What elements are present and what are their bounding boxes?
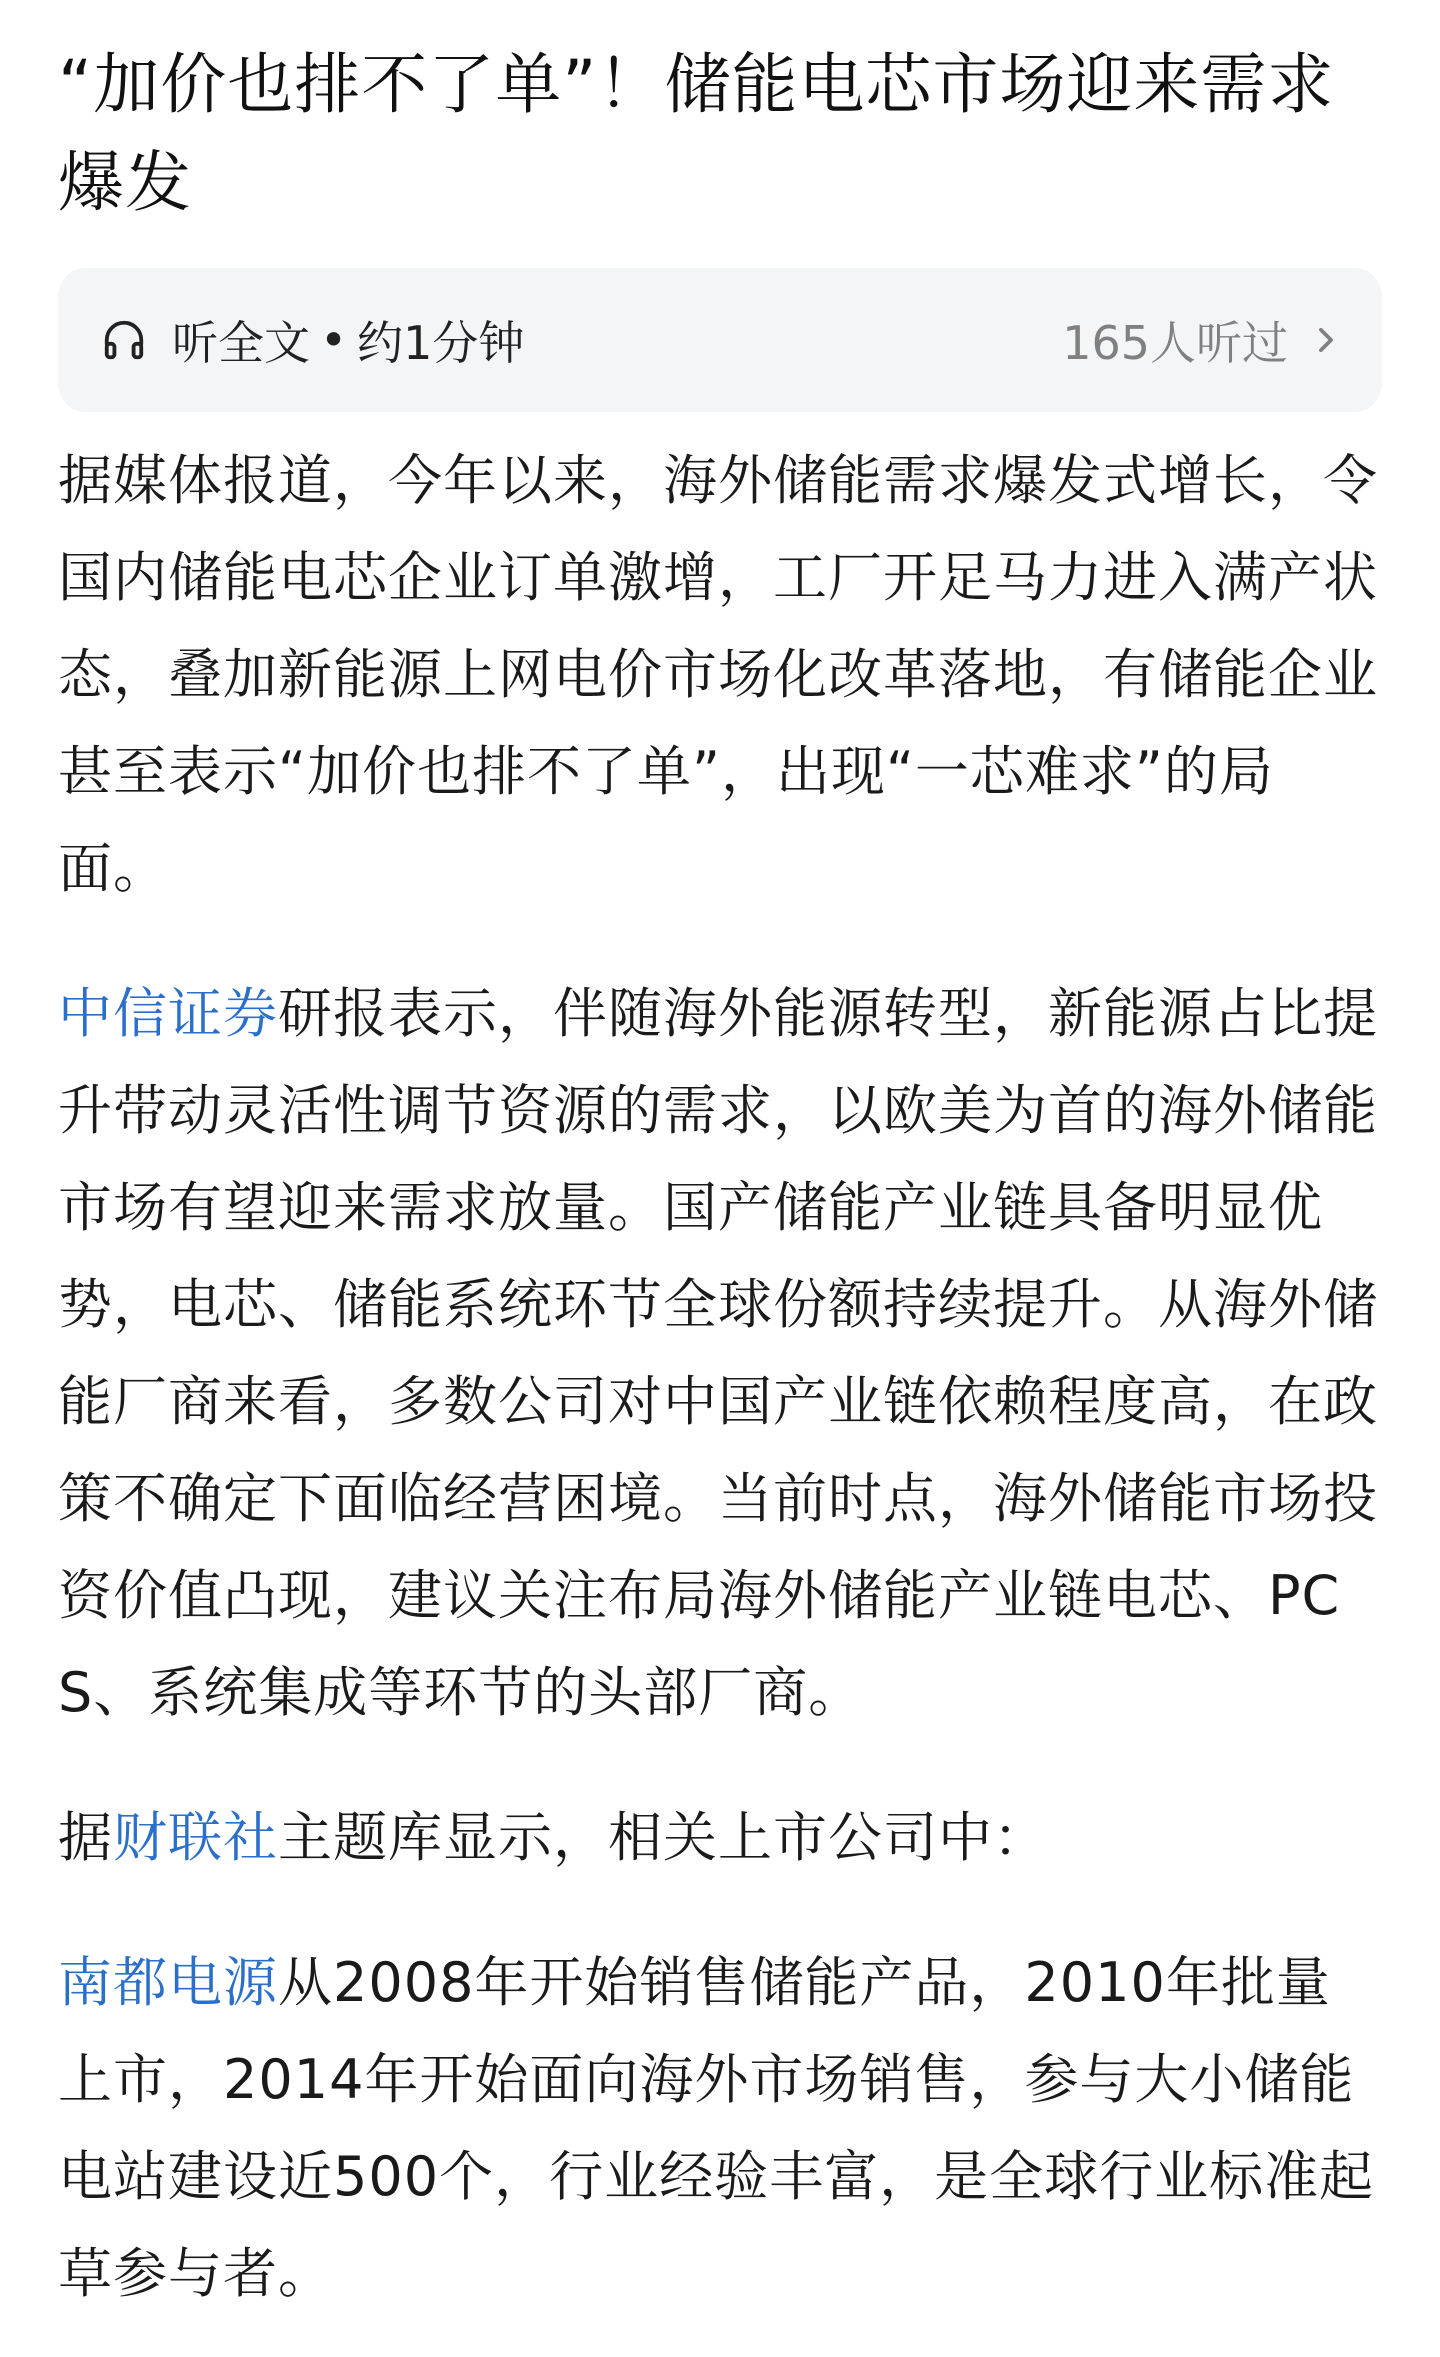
link-cls[interactable]: 财联社 bbox=[113, 1806, 278, 1869]
listen-full-text-bar[interactable] bbox=[58, 268, 1382, 412]
paragraph-intro-text: 据媒体报道，今年以来，海外储能需求爆发式增长，令国内储能电芯企业订单激增，工厂开足马力进入满产状态，叠加新能源上网电价市场化改革落地，有储能企业甚至表示“加价也排不了单”，出现“一芯难求”的局面。 bbox=[58, 449, 1378, 900]
article-title: “加价也排不了单”！储能电芯市场迎来需求爆发 bbox=[58, 46, 1335, 221]
listener-count-area[interactable] bbox=[1062, 307, 1340, 373]
duration-label: 约1分钟 bbox=[357, 316, 525, 370]
listen-info bbox=[100, 307, 524, 373]
headphones-icon bbox=[100, 316, 148, 364]
paragraph-company bbox=[58, 1934, 1382, 2322]
separator-dot: • bbox=[320, 313, 348, 367]
paragraph-source-text: 主题库显示，相关上市公司中： bbox=[278, 1806, 1048, 1869]
paragraph-source-prefix: 据 bbox=[58, 1806, 113, 1869]
listen-label: 听全文 bbox=[172, 316, 310, 370]
paragraph-research-text: 研报表示，伴随海外能源转型，新能源占比提升带动灵活性调节资源的需求，以欧美为首的海外储能市场有望迎来需求放量。国产储能产业链具备明显优势，电芯、储能系统环节全球份额持续提升。从海外储能厂商来看，多数公司对中国产业链依赖程度高，在政策不确定下面临经营困境。当前时点，海外储能市场投资价值凸现，建议关注布局海外储能产业链电芯、PCS、系统集成等环节的头部厂商。 bbox=[58, 982, 1378, 1724]
paragraph-source bbox=[58, 1789, 1382, 1886]
link-narada-power[interactable]: 南都电源 bbox=[58, 1951, 278, 2014]
paragraph-intro bbox=[58, 432, 1382, 917]
paragraph-company-text: 从2008年开始销售储能产品，2010年批量上市，2014年开始面向海外市场销售，参与大小储能电站建设近500个，行业经验丰富，是全球行业标准起草参与者。 bbox=[58, 1951, 1375, 2305]
paragraph-research bbox=[58, 965, 1382, 1741]
listener-count: 165人听过 bbox=[1062, 316, 1288, 370]
link-citic-securities[interactable]: 中信证券 bbox=[58, 982, 278, 1045]
chevron-right-icon bbox=[1312, 320, 1340, 360]
